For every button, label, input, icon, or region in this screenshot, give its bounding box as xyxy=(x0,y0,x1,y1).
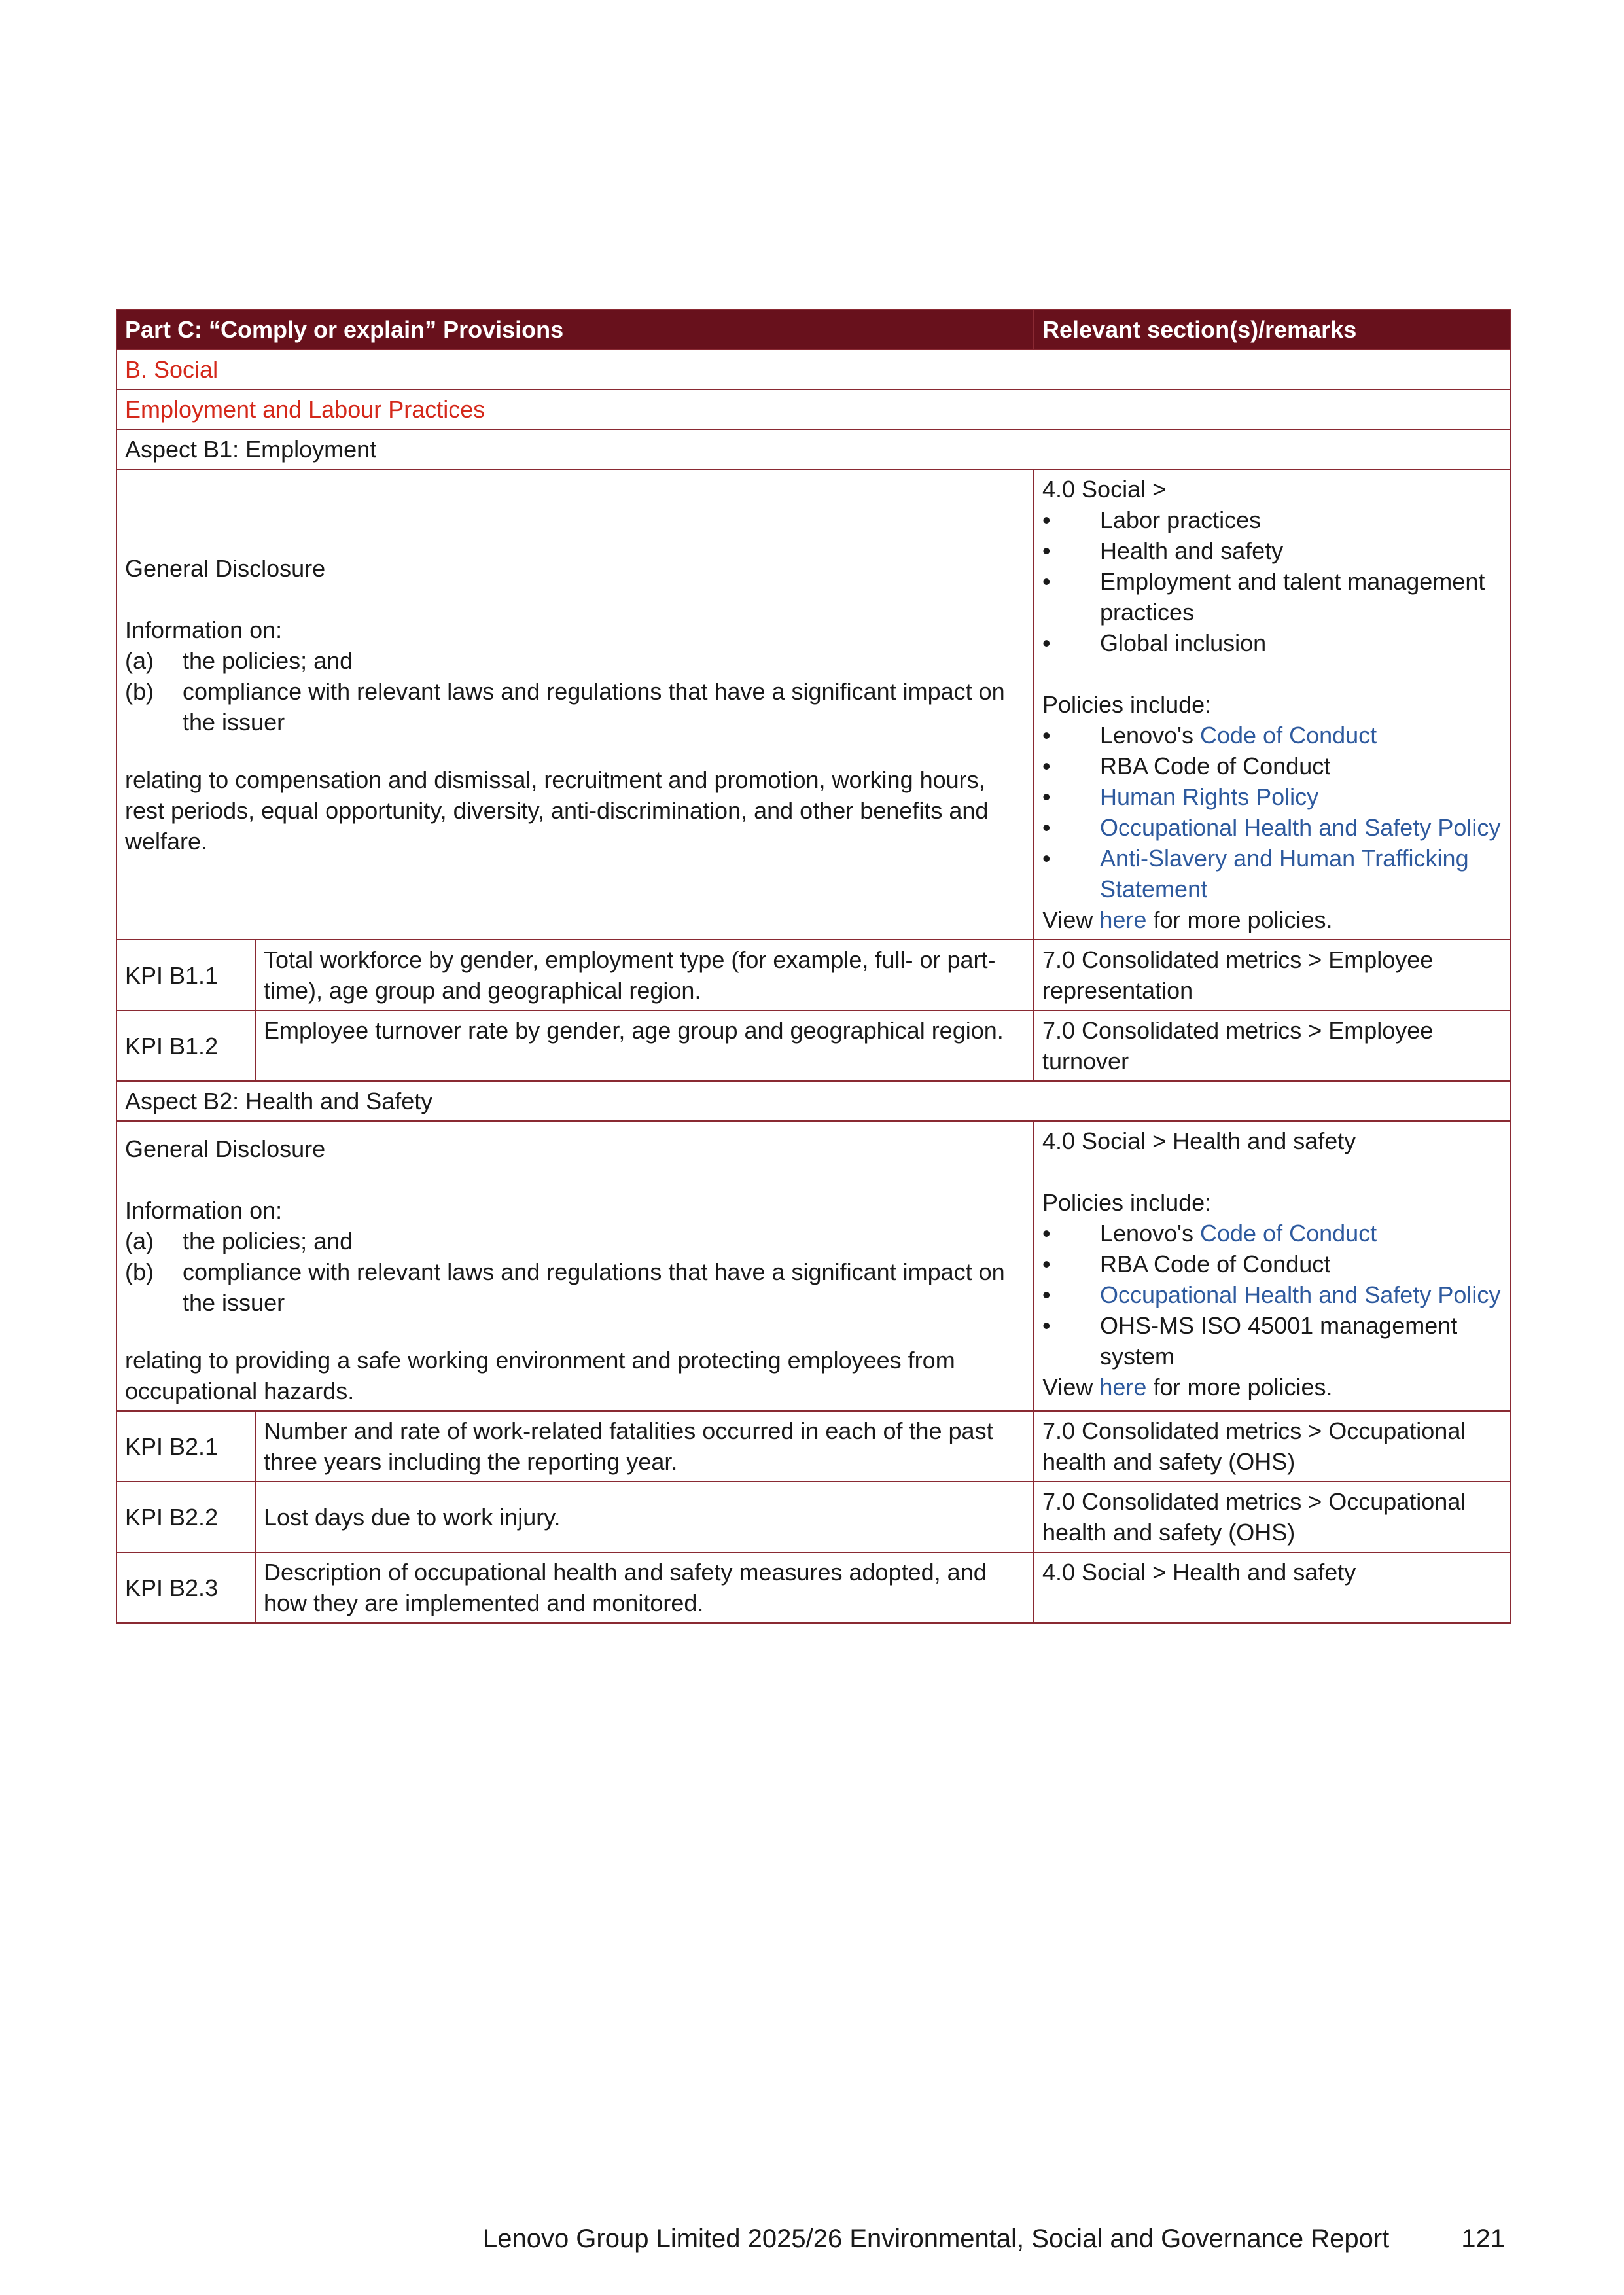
list-item: • Occupational Health and Safety Policy xyxy=(1042,812,1502,843)
kpi-description: Lost days due to work injury. xyxy=(255,1482,1034,1552)
here-link[interactable]: here xyxy=(1099,1374,1147,1400)
remarks-heading: 4.0 Social > xyxy=(1042,476,1167,503)
ohs-policy-link[interactable]: Occupational Health and Safety Policy xyxy=(1100,814,1501,841)
disclosure-table xyxy=(116,309,1511,1624)
ohs-policy-link[interactable]: Occupational Health and Safety Policy xyxy=(1100,1281,1501,1308)
section-title: B. Social xyxy=(116,349,1511,389)
list-item: • Labor practices xyxy=(1042,507,1262,533)
b1-general-disclosure-row xyxy=(116,469,1511,940)
table-row xyxy=(116,1010,1511,1081)
list-item: • Anti-Slavery and Human Trafficking Statement xyxy=(1042,843,1502,904)
page-footer xyxy=(0,2222,1505,2255)
b2-general-disclosure-row xyxy=(116,1121,1511,1411)
information-on: Information on: xyxy=(125,616,283,643)
human-rights-policy-link[interactable]: Human Rights Policy xyxy=(1100,783,1319,810)
b2-disclosure-cell xyxy=(116,1121,1034,1411)
b2-remarks-cell xyxy=(1034,1121,1511,1411)
list-item: (a) the policies; and xyxy=(125,1228,353,1254)
kpi-remark: 7.0 Consolidated metrics > Employee turnover xyxy=(1034,1010,1511,1081)
list-item: (b) compliance with relevant laws and regulations that have a significant impact on the issuer xyxy=(125,1258,1005,1316)
table-row xyxy=(116,1552,1511,1623)
b1-remarks-cell xyxy=(1034,469,1511,940)
list-item: • Lenovo's Code of Conduct xyxy=(1042,722,1377,749)
list-item: • OHS-MS ISO 45001 management system xyxy=(1042,1312,1458,1370)
list-item: • RBA Code of Conduct xyxy=(1042,1251,1331,1277)
table-header-row xyxy=(116,310,1511,349)
kpi-id: KPI B2.3 xyxy=(116,1552,255,1623)
relating-text: relating to providing a safe working environment and protecting employees from occupational hazards. xyxy=(125,1347,955,1404)
kpi-description: Total workforce by gender, employment type (for example, full- or part-time), age group and geographical region. xyxy=(255,940,1034,1010)
aspect-b1-title: Aspect B1: Employment xyxy=(116,429,1511,469)
kpi-remark: 7.0 Consolidated metrics > Employee representation xyxy=(1034,940,1511,1010)
kpi-description: Number and rate of work-related fatalities occurred in each of the past three years including the reporting year. xyxy=(255,1411,1034,1482)
page-number: 121 xyxy=(1461,2224,1505,2253)
policies-heading: Policies include: xyxy=(1042,691,1212,718)
list-item: • Human Rights Policy xyxy=(1042,781,1502,812)
view-more-policies: View here for more policies. xyxy=(1042,1374,1333,1400)
list-item: (b) compliance with relevant laws and regulations that have a significant impact on the issuer xyxy=(125,677,1005,736)
table-row xyxy=(116,940,1511,1010)
footer-title: Lenovo Group Limited 2025/26 Environmental, Social and Governance Report xyxy=(482,2224,1390,2253)
code-of-conduct-link[interactable]: Code of Conduct xyxy=(1199,1220,1377,1247)
list-item: • Occupational Health and Safety Policy xyxy=(1042,1279,1502,1310)
view-more-policies: View here for more policies. xyxy=(1042,906,1333,933)
header-provisions: Part C: “Comply or explain” Provisions xyxy=(116,310,1034,349)
aspect-b2-title: Aspect B2: Health and Safety xyxy=(116,1081,1511,1121)
code-of-conduct-link[interactable]: Code of Conduct xyxy=(1199,722,1377,749)
aspect-row xyxy=(116,429,1511,469)
kpi-remark: 7.0 Consolidated metrics > Occupational health and safety (OHS) xyxy=(1034,1411,1511,1482)
here-link[interactable]: here xyxy=(1099,906,1147,933)
general-disclosure-title: General Disclosure xyxy=(125,554,326,582)
kpi-remark: 7.0 Consolidated metrics > Occupational health and safety (OHS) xyxy=(1034,1482,1511,1552)
list-item: • Global inclusion xyxy=(1042,630,1267,656)
subsection-title: Employment and Labour Practices xyxy=(116,389,1511,429)
kpi-id: KPI B1.2 xyxy=(116,1010,255,1081)
kpi-id: KPI B2.2 xyxy=(116,1482,255,1552)
general-disclosure-title: General Disclosure xyxy=(125,1135,326,1162)
kpi-id: KPI B1.1 xyxy=(116,940,255,1010)
table-row xyxy=(116,1482,1511,1552)
information-on: Information on: xyxy=(125,1197,283,1224)
header-remarks: Relevant section(s)/remarks xyxy=(1034,310,1511,349)
b1-disclosure-cell xyxy=(116,469,1034,940)
policies-heading: Policies include: xyxy=(1042,1189,1212,1216)
list-item: • Health and safety xyxy=(1042,537,1284,564)
list-item: (a) the policies; and xyxy=(125,647,353,674)
list-item: • Employment and talent management practices xyxy=(1042,568,1485,626)
anti-slavery-statement-link[interactable]: Anti-Slavery and Human Trafficking Statement xyxy=(1100,845,1469,902)
subsection-row xyxy=(116,389,1511,429)
aspect-row xyxy=(116,1081,1511,1121)
kpi-id: KPI B2.1 xyxy=(116,1411,255,1482)
table-row xyxy=(116,1411,1511,1482)
section-row xyxy=(116,349,1511,389)
kpi-remark: 4.0 Social > Health and safety xyxy=(1034,1552,1511,1623)
kpi-description: Employee turnover rate by gender, age group and geographical region. xyxy=(255,1010,1034,1081)
kpi-description: Description of occupational health and safety measures adopted, and how they are implemented and monitored. xyxy=(255,1552,1034,1623)
relating-text: relating to compensation and dismissal, recruitment and promotion, working hours, rest periods, equal opportunity, diversity, anti-discrimination, and other benefits and welfare. xyxy=(125,766,989,855)
list-item: • Lenovo's Code of Conduct xyxy=(1042,1220,1377,1247)
list-item: • RBA Code of Conduct xyxy=(1042,753,1331,779)
remarks-heading: 4.0 Social > Health and safety xyxy=(1042,1128,1356,1154)
